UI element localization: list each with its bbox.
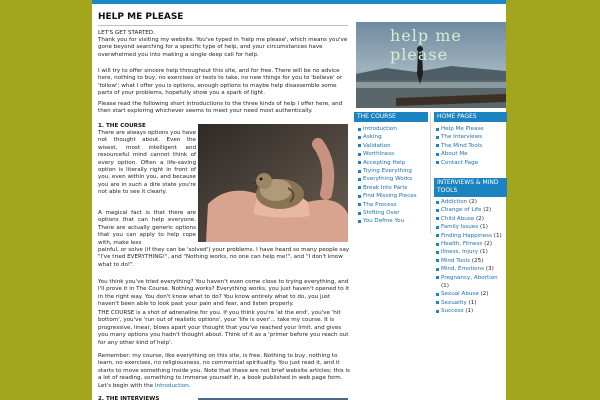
course-paragraph-1: There are always options you have not thought about. Even the wisest, most intelligent and resourceful mind cannot think of every option. Often a life-saving option is literally right in front of you, even within you, and because you are in such a dire state you're not able to see it clearly. xyxy=(98,130,196,196)
course-item[interactable]: Introduction xyxy=(356,125,428,133)
course-box-title: THE COURSE xyxy=(354,112,428,122)
category-item[interactable]: Illness, Injury (1) xyxy=(434,248,506,256)
home-box-title: HOME PAGES xyxy=(434,112,507,122)
category-item[interactable]: Sexuality (1) xyxy=(434,299,506,307)
category-item[interactable]: Child Abuse (2) xyxy=(434,215,506,223)
post-title: HELP ME PLEASE xyxy=(98,12,348,26)
intro-paragraph-1: Thank you for visiting my website. You've typed in 'help me please', which means you've gone beyond searching for a specific type of help, and your circumstances have overwhelmed you into making a single deep call for help. xyxy=(98,37,348,58)
site-logo[interactable]: help me please xyxy=(390,26,462,64)
course-nav xyxy=(356,125,428,226)
intro-paragraph-2: I will try to offer sincere help throughout this site, and for free. There will be no advice here, nothing to buy, no exercises or tests to take, no new things for you to 'believe' or 'follow'; what I offer you is options, enough options to maybe help disassemble some parts of your problems, hopefully show you a spark of light. xyxy=(98,68,343,97)
sidebar-divider xyxy=(430,112,431,234)
introduction-link[interactable]: Introduction xyxy=(154,382,189,389)
section-course-title: 1. THE COURSE xyxy=(98,123,146,129)
course-item[interactable]: Trying Everything xyxy=(356,167,428,175)
category-item[interactable]: Finding Happiness (1) xyxy=(434,232,506,240)
course-paragraph-5: Remember: my course, like everything on this site, is free. Nothing to buy, nothing to learn, no exercises, no religiousness, no commercial spirituality. You just read it, and it starts to move something inside you. Note that these are not brief website articles; this is a lot of reading, something to immerse yourself in, a book published in web page form. Let's begin with the Introduction. xyxy=(98,353,350,389)
course-item[interactable]: Find Missing Pieces xyxy=(356,192,428,200)
course-item[interactable]: Worthiness xyxy=(356,150,428,158)
home-item[interactable]: Contact Page xyxy=(434,159,506,167)
category-item[interactable]: Mind, Emotions (3) xyxy=(434,265,506,273)
header-image xyxy=(356,22,506,108)
category-item[interactable]: Sexual Abuse (2) xyxy=(434,290,506,298)
category-item[interactable]: Health, Fitness (2) xyxy=(434,240,506,248)
sidebar xyxy=(356,4,506,400)
course-paragraph-2a: A magical fact is that there are options that can help everyone. There are actually generic options that you can apply to help cope with, make less xyxy=(98,210,196,246)
course-item[interactable]: Validation xyxy=(356,142,428,150)
home-item[interactable]: The Mind Tools xyxy=(434,142,506,150)
course-item[interactable]: Asking xyxy=(356,133,428,141)
home-item[interactable]: The Interviews xyxy=(434,133,506,141)
home-item[interactable]: About Me xyxy=(434,150,506,158)
course-paragraph-4: THE COURSE is a shot of adrenaline for you. If you think you're 'at the end', you've 'hit bottom', you've 'run out of realistic options', your 'life is over'... take my course. It is progressive, linear, blows apart your thought that you've reached your limit, and gives you many options you hadn't thought about. Think of it as a 'primer before you reach out for any other kind of help'. xyxy=(98,310,349,346)
course-item[interactable]: Accepting Help xyxy=(356,159,428,167)
intro-heading: LET'S GET STARTED. xyxy=(98,30,155,36)
section-interviews-title: 2. THE INTERVIEWS xyxy=(98,396,160,400)
category-item[interactable]: Change of Life (2) xyxy=(434,206,506,214)
course-item[interactable]: You Define You xyxy=(356,217,428,225)
categories-box-title: INTERVIEWS & MIND TOOLS xyxy=(434,178,507,197)
course-item[interactable]: Everything Works xyxy=(356,175,428,183)
home-nav xyxy=(434,125,506,167)
category-item[interactable]: Pregnancy, Abortion (1) xyxy=(434,274,506,291)
category-item[interactable]: Addiction (2) xyxy=(434,198,506,206)
course-item[interactable]: Break Into Parts xyxy=(356,184,428,192)
category-item[interactable]: Mind Tools (25) xyxy=(434,257,506,265)
course-item[interactable]: Shifting Over xyxy=(356,209,428,217)
intro-paragraph-3: Please read the following short introductions to the three kinds of help I offer here, and then start exploring whichever seems to meet your need most authentically. xyxy=(98,101,343,115)
main-column xyxy=(92,4,354,400)
categories-nav xyxy=(434,198,506,316)
course-paragraph-3: You think you've tried everything? You haven't even come close to trying everything, and I'll prove it in The Course. Nothing works? Everything works, you just haven't opened to it in the right way. You don't know what to do? You know entirely what to do, you just haven't been able to look past your pain and fear, and listen properly. xyxy=(98,279,350,308)
home-item[interactable]: Help Me Please xyxy=(434,125,506,133)
page xyxy=(92,0,506,400)
course-item[interactable]: The Process xyxy=(356,201,428,209)
category-item[interactable]: Success (1) xyxy=(434,307,506,315)
bird-in-hand-photo xyxy=(198,124,348,242)
category-item[interactable]: Family Issues (1) xyxy=(434,223,506,231)
course-paragraph-2b: painful, or solve (if they can be 'solved') your problems. I have heard so many people say "I've tried EVERYTHING!", and "Nothing works, no one can help me!", and "I don't know what to do!". xyxy=(98,247,350,268)
